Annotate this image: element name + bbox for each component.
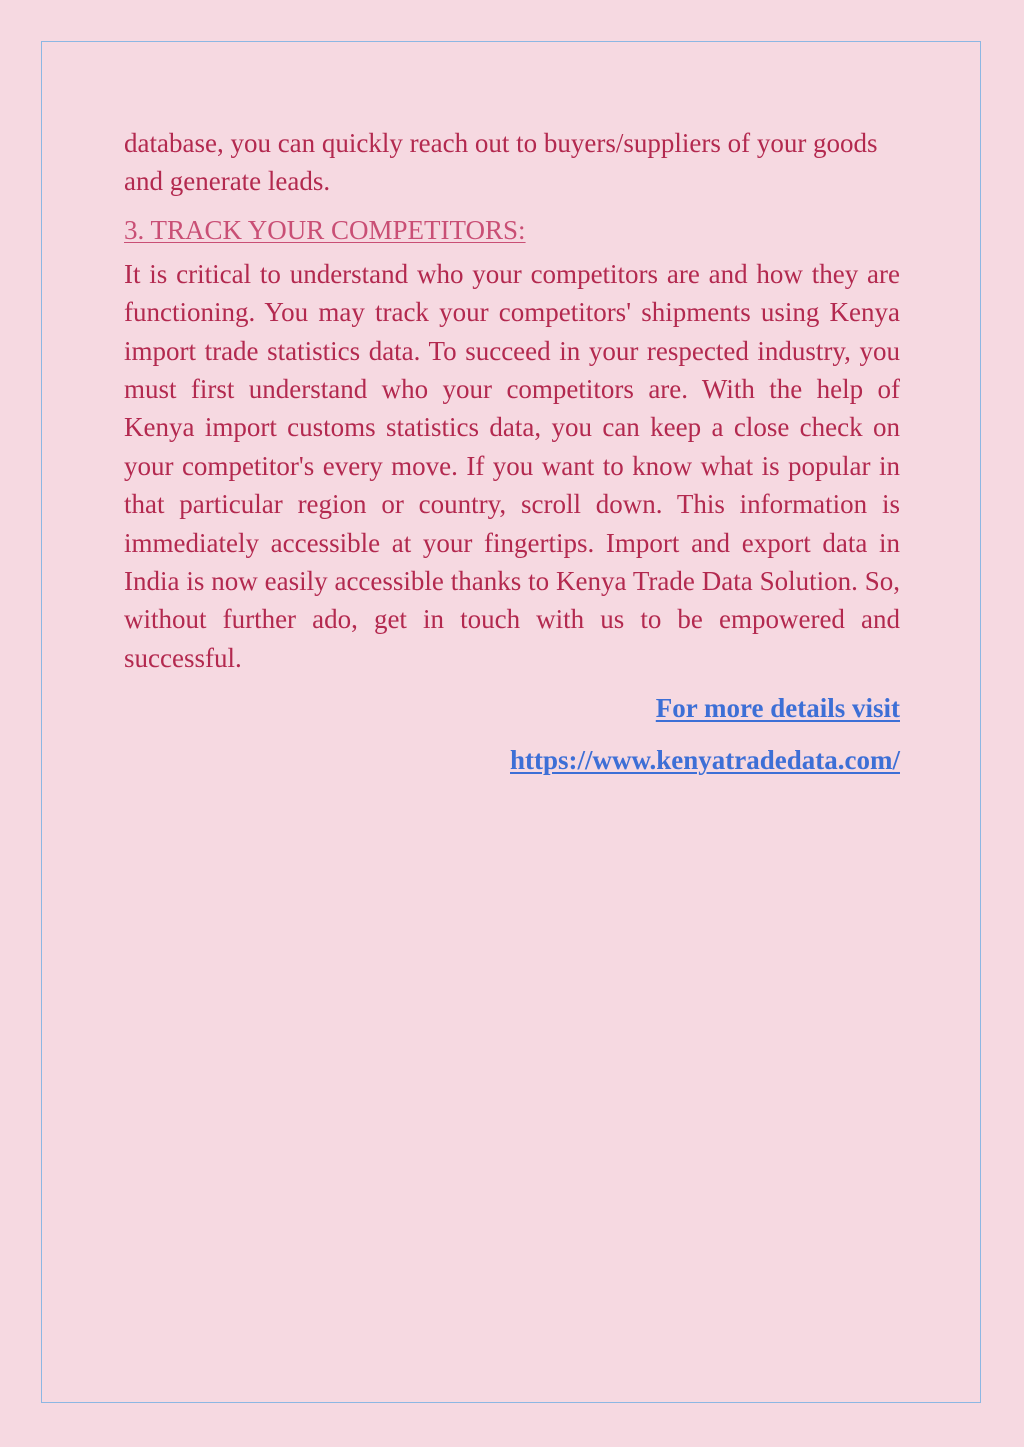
body-paragraph: It is critical to understand who your competitors are and how they are functioning. You may track your competitors' shipments using Kenya import trade statistics data. To succeed in your respected industry, you must first understand who your competitors are. With the help of Kenya import customs statistics data, you can keep a close check on your competitor's every move. If you want to know what is popular in that particular region or country, scroll down. This information is immediately accessible at your fingertips. Import and export data in India is now easily accessible thanks to Kenya Trade Data Solution. So, without further ado, get in touch with us to be empowered and successful. [124,258,900,673]
intro-paragraph: database, you can quickly reach out to buyers/suppliers of your goods and generate leads. [124,128,878,197]
more-details-link[interactable]: For more details visit [655,693,900,724]
section-heading: 3. TRACK YOUR COMPETITORS: [124,214,526,245]
website-link[interactable]: https://www.kenyatradedata.com/ [510,745,900,776]
call-to-action [124,689,900,779]
document-content [124,124,900,779]
